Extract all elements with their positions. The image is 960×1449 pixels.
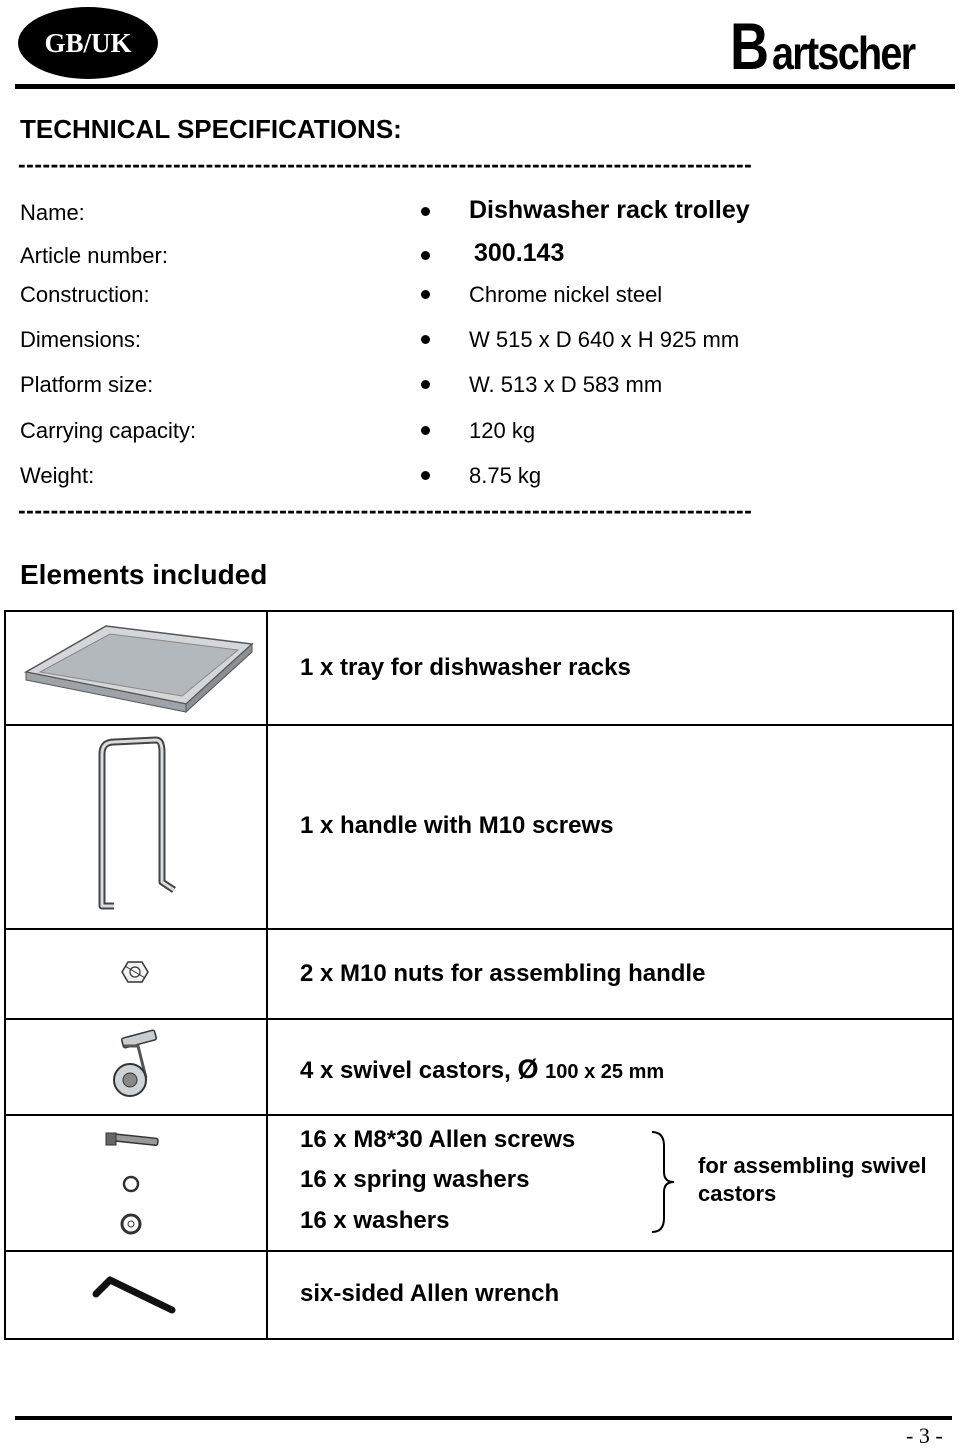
spec-bullet [421, 426, 430, 435]
handle-icon [6, 724, 266, 928]
brand-logo-text: artscher [772, 27, 915, 79]
language-label: GB/UK [44, 27, 132, 58]
item-text-spring-washers: 16 x spring washers [300, 1166, 530, 1193]
spec-bullet [421, 471, 430, 480]
spec-value-article-number: 300.143 [474, 239, 565, 267]
language-badge [18, 7, 158, 79]
spec-bullet [421, 251, 430, 260]
spec-bullet [421, 380, 430, 389]
fastener-note-line1: for assembling swivel [698, 1153, 927, 1178]
spec-value-carrying-capacity: 120 kg [469, 418, 536, 443]
spec-bullet [421, 290, 430, 299]
allen-wrench-icon [6, 1250, 266, 1336]
item-text-allen-screws: 16 x M8*30 Allen screws [300, 1126, 576, 1153]
spec-value-construction: Chrome nickel steel [469, 282, 663, 307]
nut-icon [6, 928, 266, 1018]
specs-title: TECHNICAL SPECIFICATIONS: [20, 114, 402, 144]
castor-size: 100 x 25 mm [545, 1061, 665, 1083]
spec-value-weight: 8.75 kg [469, 463, 542, 488]
spec-label-dimensions: Dimensions: [20, 327, 142, 352]
fastener-note-line2: castors [698, 1181, 777, 1206]
header-rule [15, 84, 955, 89]
fasteners-image-cell [6, 1114, 268, 1250]
item-text-washers: 16 x washers [300, 1207, 450, 1234]
item-text-allen-wrench: six-sided Allen wrench [300, 1280, 560, 1307]
spec-value-dimensions: W 515 x D 640 x H 925 mm [469, 327, 740, 352]
spec-label-construction: Construction: [20, 282, 150, 307]
wrench-image-cell [6, 1250, 268, 1338]
specs-divider-top: ------------------------------------------------------------------------------------------ [18, 152, 753, 176]
curly-brace-icon [646, 1128, 680, 1236]
table-row [6, 1114, 952, 1252]
castor-image-cell [6, 1018, 268, 1114]
elements-title: Elements included [20, 559, 268, 590]
nut-image-cell [6, 928, 268, 1018]
diameter-symbol: Ø [517, 1054, 539, 1084]
item-text-handle: 1 x handle with M10 screws [300, 812, 614, 839]
specs-divider-bottom: ------------------------------------------------------------------------------------------ [18, 498, 753, 522]
spec-bullet [421, 335, 430, 344]
fastener-note [698, 1152, 927, 1208]
spec-label-carrying-capacity: Carrying capacity: [20, 418, 197, 443]
castor-text: 4 x swivel castors, [300, 1057, 511, 1084]
page-number: - 3 - [906, 1423, 943, 1448]
spec-label-article-number: Article number: [20, 243, 168, 268]
spec-value-platform-size: W. 513 x D 583 mm [469, 372, 663, 397]
footer-rule [15, 1416, 952, 1420]
brand-logo [730, 9, 942, 83]
elements-table [4, 610, 954, 1340]
spec-label-name: Name: [20, 200, 85, 225]
item-text-castors [300, 1054, 664, 1085]
table-row [6, 724, 952, 930]
spec-label-platform-size: Platform size: [20, 372, 154, 397]
spec-label-weight: Weight: [20, 463, 95, 488]
spec-value-name: Dishwasher rack trolley [469, 196, 750, 224]
table-row [6, 1018, 952, 1116]
handle-image-cell [6, 724, 268, 928]
fasteners-icon [6, 1114, 266, 1250]
table-row [6, 1250, 952, 1338]
tray-icon [6, 612, 266, 724]
spec-bullet [421, 207, 430, 216]
castor-icon [6, 1018, 266, 1114]
tray-image-cell [6, 612, 268, 724]
item-text-nuts: 2 x M10 nuts for assembling handle [300, 960, 706, 987]
table-row [6, 928, 952, 1020]
table-row [6, 612, 952, 726]
brand-logo-initial: B [730, 9, 770, 83]
item-text-tray: 1 x tray for dishwasher racks [300, 654, 631, 681]
